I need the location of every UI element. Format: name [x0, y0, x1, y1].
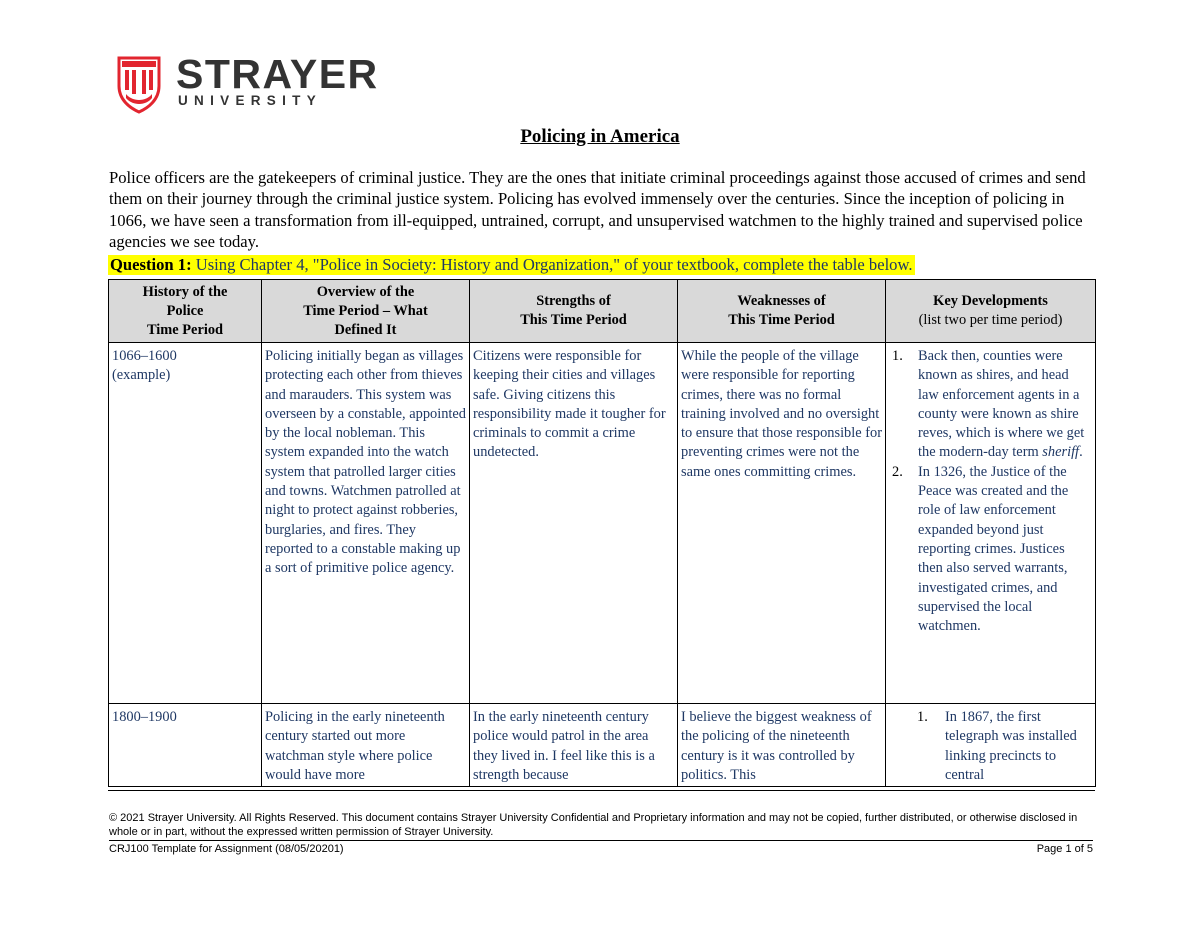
- question-text: Using Chapter 4, "Police in Society: History and Organization," of your textbook, complete the table below.: [191, 255, 913, 274]
- template-label: CRJ100 Template for Assignment (08/05/20201): [109, 843, 344, 855]
- history-table: [108, 279, 1096, 787]
- header-strengths: Strengths of This Time Period: [470, 280, 678, 343]
- header-overview: Overview of the Time Period – What Defined It: [262, 280, 470, 343]
- logo-wordmark: STRAYER: [176, 51, 379, 97]
- footer-divider: [109, 840, 1093, 841]
- cell-strengths[interactable]: In the early nineteenth century police would patrol in the area they lived in. I feel like this is a strength because: [470, 704, 678, 787]
- header-weaknesses: Weaknesses of This Time Period: [678, 280, 886, 343]
- question-1: [108, 255, 915, 275]
- strayer-shield-icon: [116, 56, 162, 114]
- intro-paragraph: Police officers are the gatekeepers of criminal justice. They are the ones that initiate criminal proceedings against those accused of crimes and send them on their journey through the criminal justice system. Policing has evolved immensely over the centuries. Since the inception of policing in 1066, we have seen a transformation from ill-equipped, untrained, corrupt, and unsupervised watchmen to the highly trained and supervised police agencies we see today.: [109, 168, 1086, 251]
- cell-developments[interactable]: [886, 704, 1096, 787]
- list-item: 1. In 1867, the first telegraph was installed linking precincts to central: [917, 709, 1077, 783]
- table-row: [109, 343, 1096, 704]
- page-number: Page 1 of 5: [1036, 843, 1093, 855]
- cell-weaknesses[interactable]: I believe the biggest weakness of the policing of the nineteenth century is it was controlled by politics. This: [678, 704, 886, 787]
- header-period: History of the Police Time Period: [109, 280, 262, 343]
- cell-weaknesses[interactable]: While the people of the village were responsible for reporting crimes, there was no formal training involved and no oversight to ensure that those responsible for preventing crimes were not the same ones committing crimes.: [678, 343, 886, 704]
- developments-list: [889, 347, 1093, 636]
- list-item: 1. Back then, counties were known as shires, and head law enforcement agents in a county were known as shire reves, which is where we get the modern-day term sheriff.: [892, 348, 1085, 461]
- table-row: [109, 704, 1096, 787]
- copyright-notice: © 2021 Strayer University. All Rights Reserved. This document contains Strayer University Confidential and Proprietary information and may not be copied, further distributed, or otherwise disclosed in whole or in part, without the expressed written permission of Strayer University.: [109, 812, 1078, 838]
- header-developments: Key Developments (list two per time period): [886, 280, 1096, 343]
- developments-list: [889, 708, 1093, 785]
- cell-overview[interactable]: Policing in the early nineteenth century started out more watchman style where police would have more: [262, 704, 470, 787]
- cell-developments[interactable]: [886, 343, 1096, 704]
- cell-overview[interactable]: Policing initially began as villages protecting each other from thieves and marauders. This system was overseen by a constable, appointed by the local nobleman. This system expanded into the watch system that patrolled larger cities and towns. Watchmen patrolled at night to protect against robberies, burglaries, and fires. They reported to a constable making up a sort of primitive police agency.: [262, 343, 470, 704]
- document-title: Policing in America: [520, 126, 680, 147]
- question-label: Question 1:: [110, 255, 192, 274]
- cell-strengths[interactable]: Citizens were responsible for keeping their cities and villages safe. Giving citizens this responsibility made it tougher for criminals to commit a crime undetected.: [470, 343, 678, 704]
- cell-period[interactable]: 1066–1600 (example): [109, 343, 262, 704]
- list-item: 2. In 1326, the Justice of the Peace was created and the role of law enforcement expanded beyond just reporting crimes. Justices then also served warrants, investigated crimes, and supervised the local watchmen.: [892, 463, 1069, 635]
- cell-period[interactable]: 1800–1900: [109, 704, 262, 787]
- logo-subtitle: UNIVERSITY: [178, 93, 323, 108]
- table-bottom-border: [108, 790, 1095, 791]
- table-header-row: [109, 280, 1096, 343]
